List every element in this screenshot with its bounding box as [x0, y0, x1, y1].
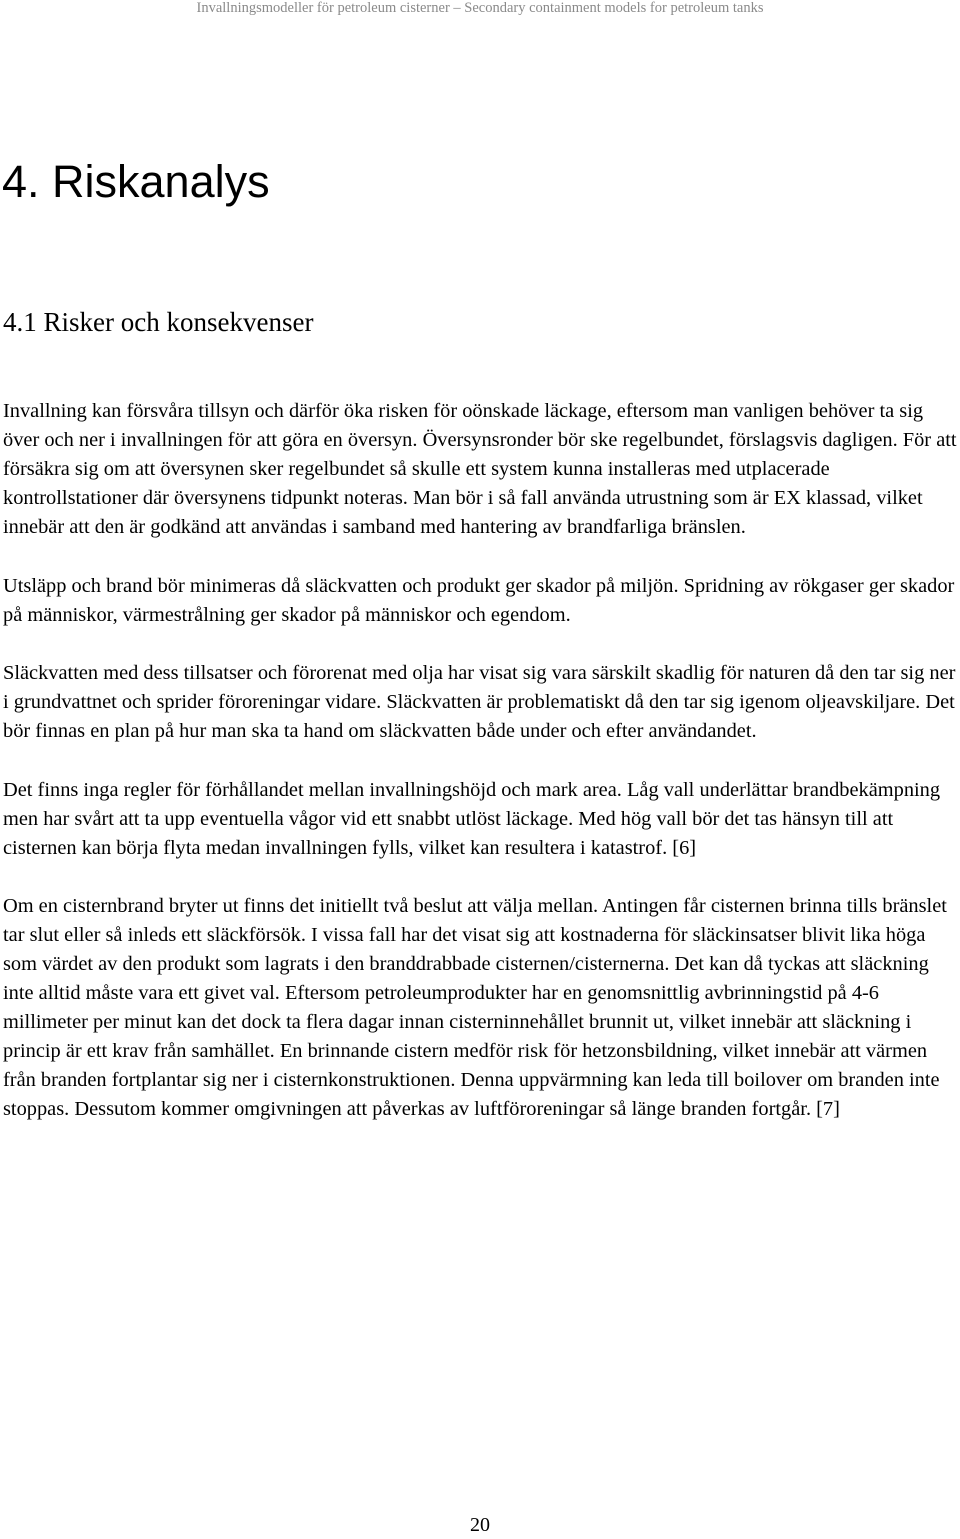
section-title: 4.1 Risker och konsekvenser [3, 307, 314, 337]
chapter-title: 4. Riskanalys [2, 156, 270, 207]
body-text [3, 397, 958, 1154]
paragraph-extinguishing-water: Släckvatten med dess tillsatser och förorenat med olja har visat sig vara särskilt skadlig för naturen då den tar sig ner i grundvattnet och sprider föroreningar vidare. Släckvatten är problematiskt då den tar sig igenom oljeavskiljare. Det bör finnas en plan på hur man ska ta hand om släckvatten både under och efter användandet. [3, 662, 956, 742]
paragraph-tank-fire: Om en cisternbrand bryter ut finns det initiellt två beslut att välja mellan. Antingen får cisternen brinna tills bränslet tar slut eller så inleds ett släckförsök. I vissa fall har det visat sig att kostnaderna för släckinsatser blivit lika höga som värdet av den produkt som lagrats i den branddrabbade cisternen/cisternerna. Det kan då tyckas att släckning inte alltid måste vara ett givet val. Eftersom petroleumprodukter har en genomsnittlig avbrinningstid på 4-6 millimeter per minut kan det dock ta flera dagar innan cisterninnehållet brunnit ut, vilket innebär att släckning i princip är ett krav från samhället. En brinnande cistern medför risk för hetzonsbildning, vilket innebär att värmen från branden fortplantar sig ner i cisternkonstruktionen. Denna uppvärmning kan leda till boilover om branden inte stoppas. Dessutom kommer omgivningen att påverkas av luftföroreningar så länge branden fortgår. [7] [3, 895, 947, 1120]
paragraph-inspection: Invallning kan försvåra tillsyn och därför öka risken för oönskade läckage, eftersom man vanligen behöver ta sig över och ner i invallningen för att göra en översyn. Översynsronder bör ske regelbundet, förslagsvis dagligen. För att försäkra sig om att översynen sker regelbundet så skulle ett system kunna installeras med utplacerade kontrollstationer där översynens tidpunkt noteras. Man bör i så fall använda utrustning som är EX klassad, vilket innebär att den är godkänd att användas i samband med hantering av brandfarliga bränslen. [3, 400, 957, 538]
paragraph-emissions: Utsläpp och brand bör minimeras då släckvatten och produkt ger skador på miljön. Spridning av rökgaser ger skador på människor, värmestrålning ger skador på människor och egendom. [3, 574, 955, 626]
paragraph-bund-height: Det finns inga regler för förhållandet mellan invallningshöjd och mark area. Låg vall underlättar brandbekämpning men har svårt att ta upp eventuella vågor vid ett snabbt utlöst läckage. Med hög vall bör det tas hänsyn till att cisternen kan börja flyta medan invallningen fylls, vilket kan resultera i katastrof. [6] [3, 778, 941, 859]
page-number: 20 [470, 1514, 490, 1536]
running-header: Invallningsmodeller för petroleum cisterner – Secondary containment models for petroleum tanks [196, 0, 764, 16]
